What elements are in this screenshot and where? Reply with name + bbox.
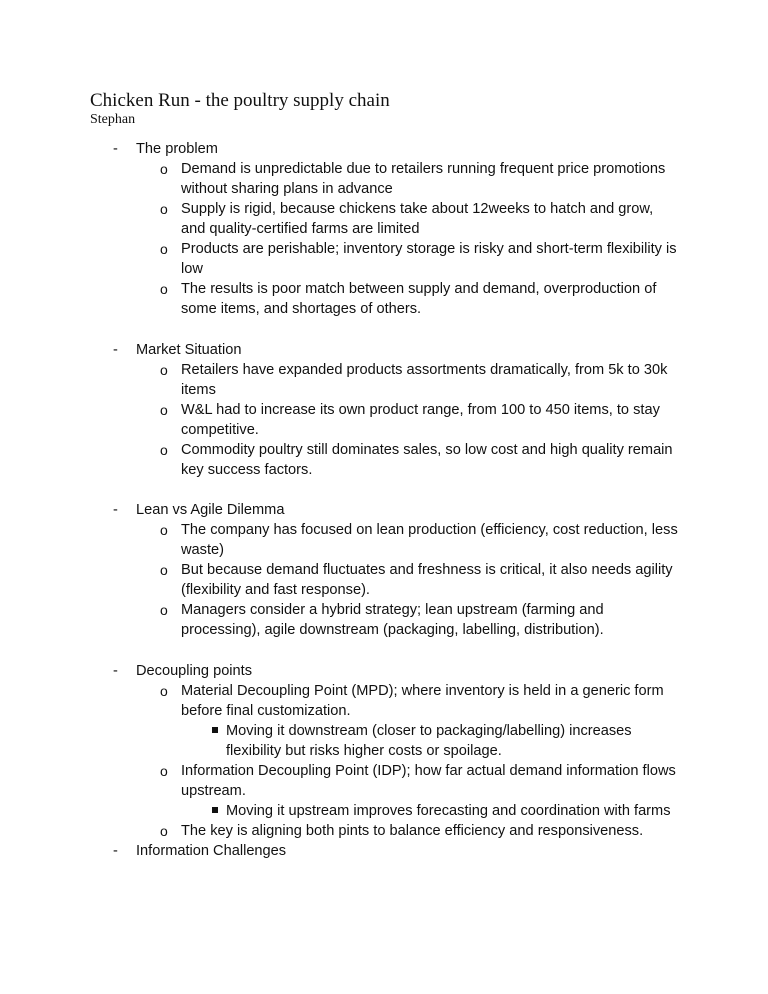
section-heading: Information Challenges xyxy=(136,843,287,859)
section-the-problem xyxy=(0,139,768,319)
circle-bullet: o xyxy=(160,823,168,839)
circle-bullet: o xyxy=(160,522,168,538)
section-lean-vs-agile xyxy=(0,500,768,640)
list-item-text: The company has focused on lean production (efficiency, cost reduction, less waste) xyxy=(181,522,678,558)
dash-bullet: - xyxy=(113,502,118,518)
circle-bullet: o xyxy=(160,402,168,418)
list-item-text: Managers consider a hybrid strategy; lean upstream (farming and processing), agile downstream (packaging, labelling, distribution). xyxy=(181,602,604,638)
list-item xyxy=(0,239,768,279)
section-heading: Lean vs Agile Dilemma xyxy=(136,502,285,518)
list-item xyxy=(0,761,768,801)
circle-bullet: o xyxy=(160,683,168,699)
list-item xyxy=(0,440,768,480)
sub-list-item xyxy=(0,801,768,821)
sub-list-item-text: Moving it upstream improves forecasting and coordination with farms xyxy=(226,803,671,819)
sub-list-item-text: Moving it downstream (closer to packaging/labelling) increases flexibility but risks higher costs or spoilage. xyxy=(226,723,632,759)
circle-bullet: o xyxy=(160,241,168,257)
document-title: Chicken Run - the poultry supply chain xyxy=(90,90,390,111)
list-item-text: Supply is rigid, because chickens take about 12weeks to hatch and grow, and quality-certified farms are limited xyxy=(181,201,654,237)
list-item-text: But because demand fluctuates and freshness is critical, it also needs agility (flexibility and fast response). xyxy=(181,562,673,598)
circle-bullet: o xyxy=(160,763,168,779)
list-item-text: Material Decoupling Point (MPD); where inventory is held in a generic form before final customization. xyxy=(181,683,664,719)
list-item xyxy=(0,360,768,400)
list-item xyxy=(0,279,768,319)
dash-bullet: - xyxy=(113,342,118,358)
square-bullet xyxy=(212,807,218,813)
section-decoupling-points xyxy=(0,661,768,861)
circle-bullet: o xyxy=(160,562,168,578)
list-item-text: Commodity poultry still dominates sales, so low cost and high quality remain key success factors. xyxy=(181,442,673,478)
list-item xyxy=(0,520,768,560)
section-heading-row xyxy=(0,661,768,681)
list-item-text: Retailers have expanded products assortments dramatically, from 5k to 30k items xyxy=(181,362,668,398)
square-bullet xyxy=(212,727,218,733)
section-heading: Decoupling points xyxy=(136,663,253,679)
section-heading-row xyxy=(0,340,768,360)
dash-bullet: - xyxy=(113,843,118,859)
dash-bullet: - xyxy=(113,663,118,679)
list-item-text: The key is aligning both pints to balance efficiency and responsiveness. xyxy=(181,823,644,839)
section-heading-row xyxy=(0,841,768,861)
list-item xyxy=(0,199,768,239)
list-item xyxy=(0,600,768,640)
circle-bullet: o xyxy=(160,161,168,177)
list-item xyxy=(0,681,768,721)
section-heading-row xyxy=(0,500,768,520)
circle-bullet: o xyxy=(160,201,168,217)
list-item xyxy=(0,821,768,841)
list-item xyxy=(0,400,768,440)
list-item-text: Products are perishable; inventory storage is risky and short-term flexibility is low xyxy=(181,241,677,277)
circle-bullet: o xyxy=(160,362,168,378)
list-item-text: W&L had to increase its own product range, from 100 to 450 items, to stay competitive. xyxy=(181,402,660,438)
list-item xyxy=(0,159,768,199)
circle-bullet: o xyxy=(160,442,168,458)
section-heading: The problem xyxy=(136,141,218,157)
section-heading: Market Situation xyxy=(136,342,242,358)
document-author: Stephan xyxy=(90,112,136,127)
circle-bullet: o xyxy=(160,602,168,618)
circle-bullet: o xyxy=(160,281,168,297)
section-market-situation xyxy=(0,340,768,480)
sub-list-item xyxy=(0,721,768,761)
list-item-text: Demand is unpredictable due to retailers running frequent price promotions without sharing plans in advance xyxy=(181,161,666,197)
list-item-text: The results is poor match between supply and demand, overproduction of some items, and shortages of others. xyxy=(181,281,657,317)
dash-bullet: - xyxy=(113,141,118,157)
list-item-text: Information Decoupling Point (IDP); how far actual demand information flows upstream. xyxy=(181,763,676,799)
list-item xyxy=(0,560,768,600)
section-heading-row xyxy=(0,139,768,159)
